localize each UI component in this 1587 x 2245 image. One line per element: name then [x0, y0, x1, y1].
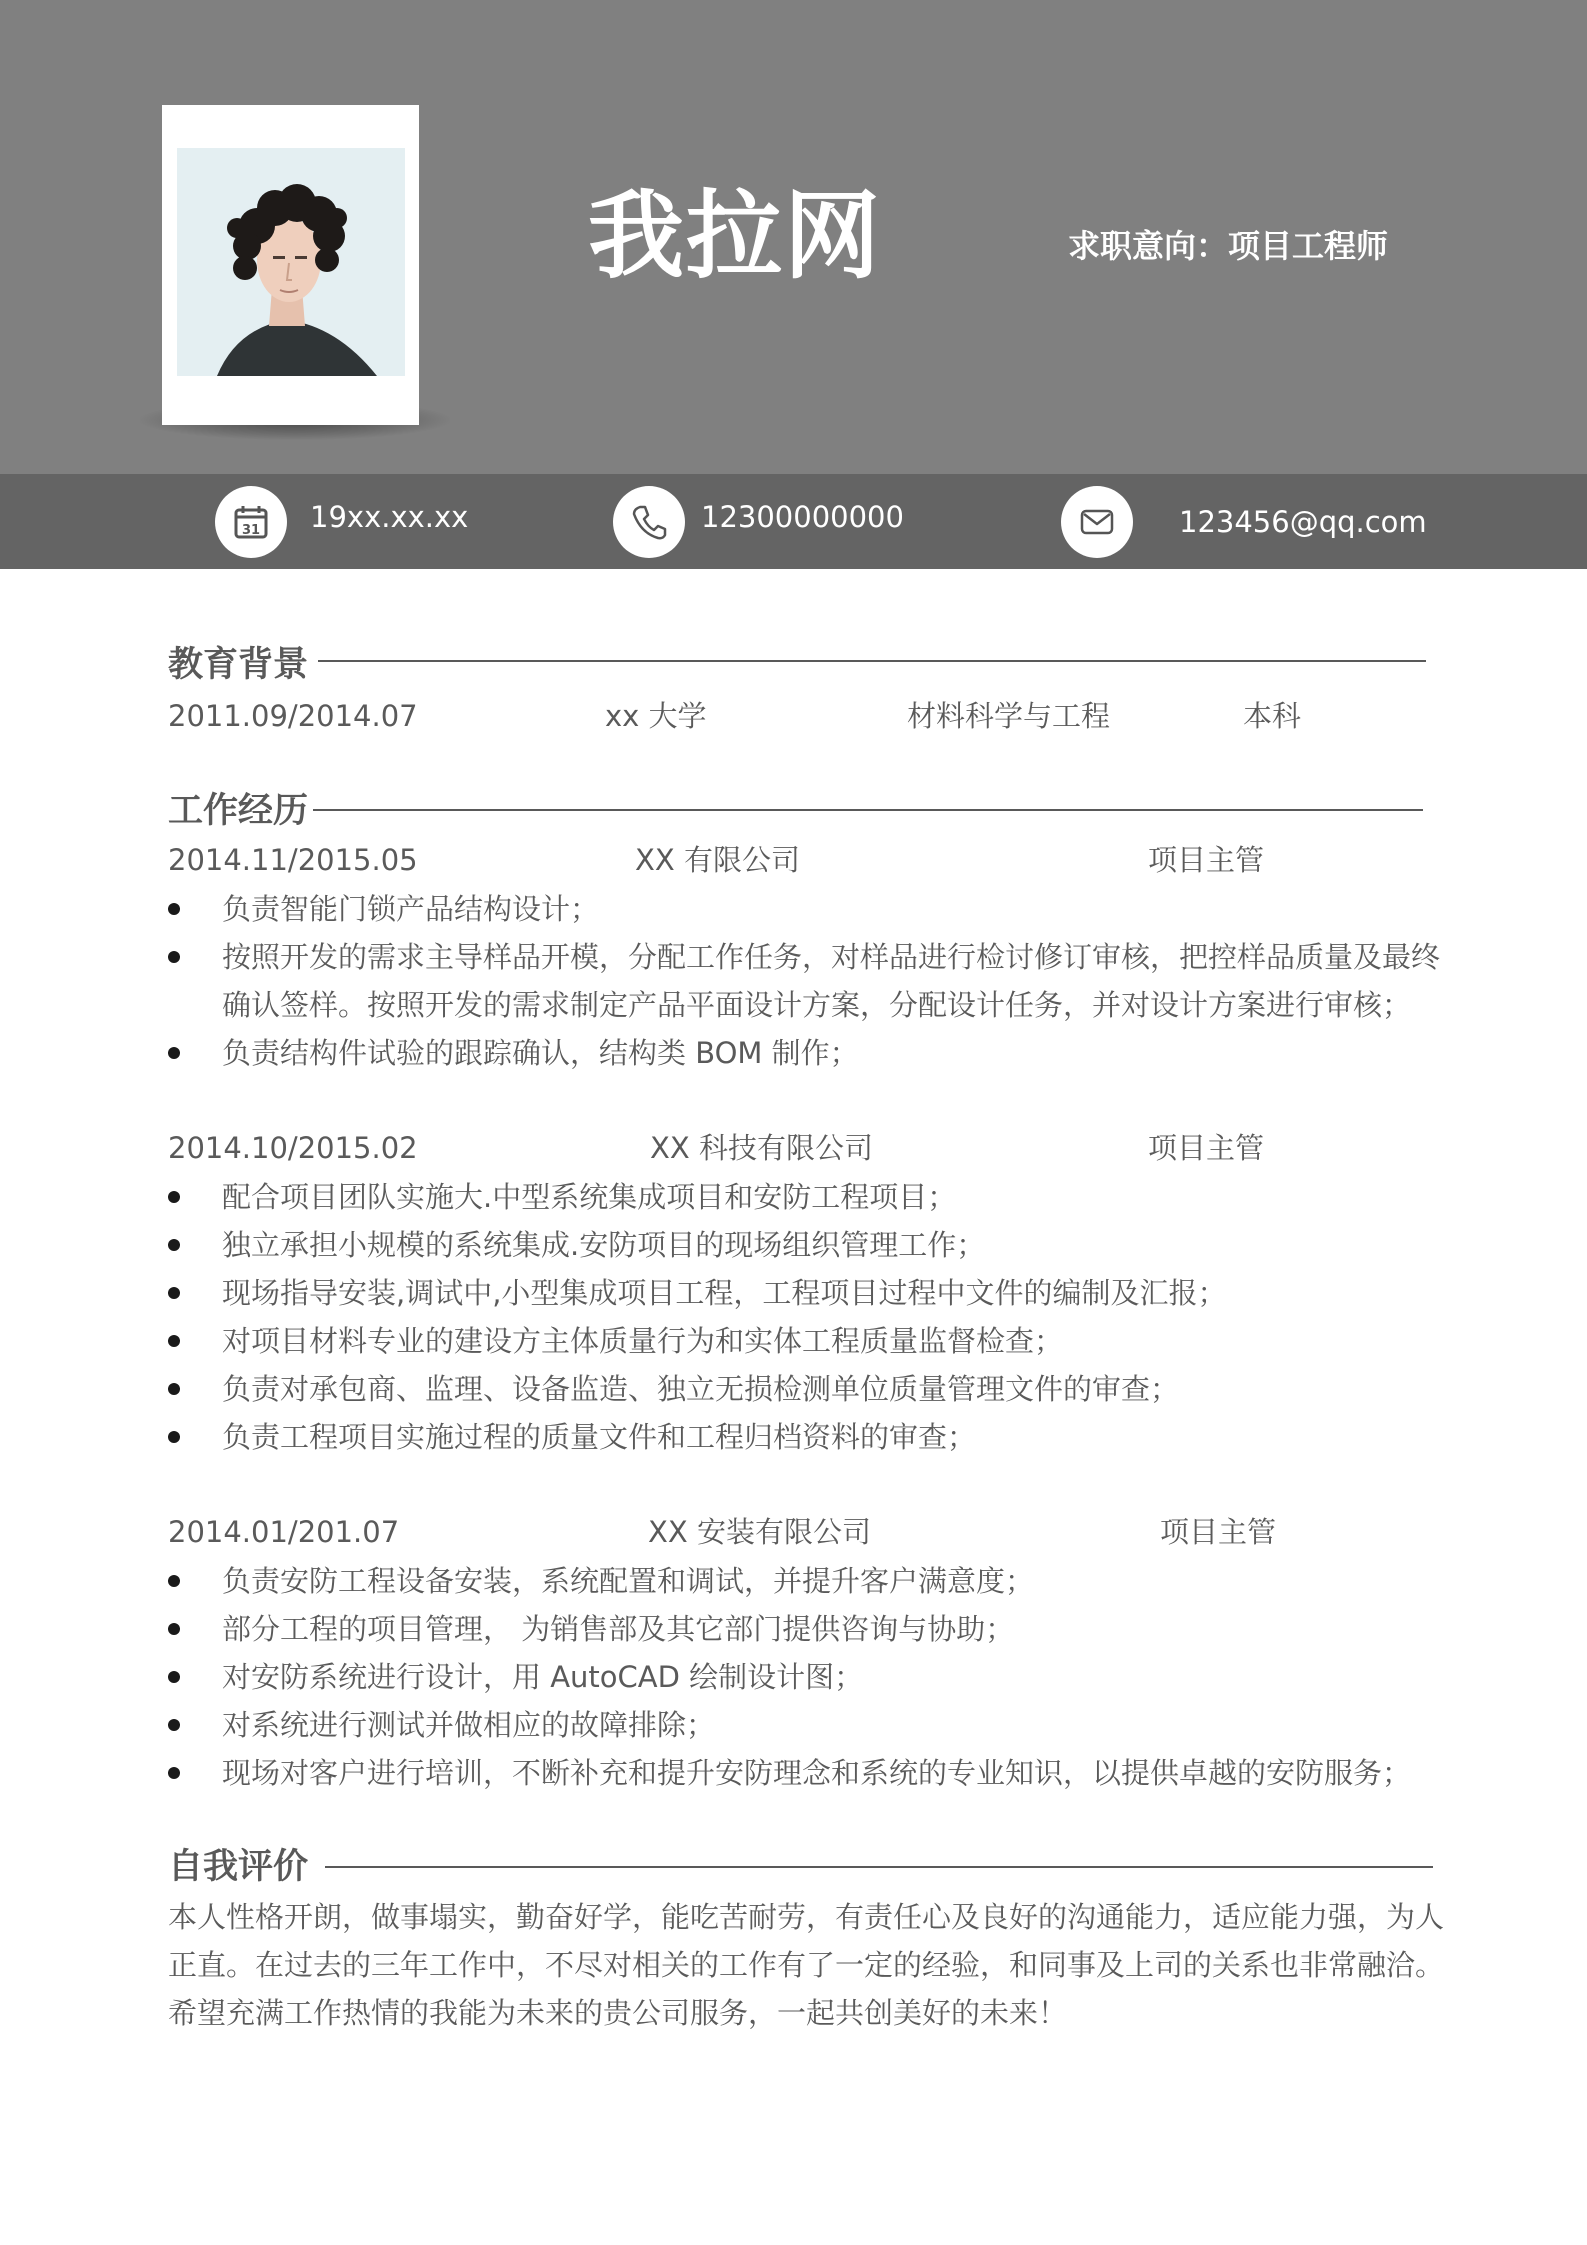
calendar-icon — [215, 486, 287, 558]
education-major: 材料科学与工程 — [907, 699, 1111, 733]
job-company: XX 科技有限公司 — [650, 1131, 873, 1165]
portrait-photo — [177, 148, 405, 376]
bullet-dot — [168, 1767, 180, 1779]
self-eval-title: 自我评价 — [168, 1847, 309, 1887]
duty-item: 部分工程的项目管理， 为销售部及其它部门提供咨询与协助； — [222, 1612, 1015, 1646]
job-position: 项目主管 — [1160, 1515, 1277, 1549]
bullet-dot — [168, 1383, 180, 1395]
bullet-dot — [168, 1287, 180, 1299]
phone-icon — [613, 486, 685, 558]
bullet-dot — [168, 1719, 180, 1731]
education-divider — [318, 660, 1426, 662]
duty-item: 现场对客户进行培训，不断补充和提升安防理念和系统的专业知识，以提供卓越的安防服务； — [222, 1756, 1412, 1790]
phone-number[interactable]: 12300000000 — [701, 500, 904, 534]
education-title: 教育背景 — [168, 645, 309, 685]
self-eval-line: 正直。在过去的三年工作中，不尽对相关的工作有了一定的经验，和同事及上司的关系也非常融洽。 — [168, 1948, 1445, 1982]
duty-item: 对系统进行测试并做相应的故障排除； — [222, 1708, 716, 1742]
bullet-dot — [168, 1191, 180, 1203]
self-eval-line: 希望充满工作热情的我能为未来的贵公司服务，一起共创美好的未来！ — [168, 1996, 1068, 2030]
self-eval-line: 本人性格开朗，做事塌实，勤奋好学，能吃苦耐劳，有责任心及良好的沟通能力，适应能力强，为人 — [168, 1900, 1445, 1934]
education-degree: 本科 — [1243, 699, 1302, 733]
bullet-dot — [168, 1623, 180, 1635]
duty-item: 按照开发的需求主导样品开模，分配工作任务，对样品进行检讨修订审核，把控样品质量及最终 — [222, 940, 1441, 974]
duty-item: 负责对承包商、监理、设备监造、独立无损检测单位质量管理文件的审查； — [222, 1372, 1180, 1406]
education-school: xx 大学 — [605, 699, 707, 733]
bullet-dot — [168, 1335, 180, 1347]
email-address[interactable]: 123456@qq.com — [1179, 505, 1427, 539]
duty-item: 负责智能门锁产品结构设计； — [222, 892, 600, 926]
duty-item: 对安防系统进行设计，用 AutoCAD 绘制设计图； — [222, 1660, 864, 1694]
duty-item: 对项目材料专业的建设方主体质量行为和实体工程质量监督检查； — [222, 1324, 1064, 1358]
duty-item: 负责工程项目实施过程的质量文件和工程归档资料的审查； — [222, 1420, 977, 1454]
duty-item: 负责安防工程设备安装，系统配置和调试，并提升客户满意度； — [222, 1564, 1035, 1598]
duty-item-continued: 确认签样。按照开发的需求制定产品平面设计方案，分配设计任务，并对设计方案进行审核； — [222, 988, 1412, 1022]
education-period: 2011.09/2014.07 — [168, 699, 418, 733]
job-position: 项目主管 — [1148, 843, 1265, 877]
job-period: 2014.11/2015.05 — [168, 843, 418, 877]
job-period: 2014.10/2015.02 — [168, 1131, 418, 1165]
duty-item: 负责结构件试验的跟踪确认，结构类 BOM 制作； — [222, 1036, 859, 1070]
bullet-dot — [168, 1431, 180, 1443]
bullet-dot — [168, 1239, 180, 1251]
duty-item: 现场指导安装,调试中,小型集成项目工程，工程项目过程中文件的编制及汇报； — [222, 1276, 1227, 1310]
job-company: XX 有限公司 — [635, 843, 800, 877]
job-period: 2014.01/201.07 — [168, 1515, 400, 1549]
bullet-dot — [168, 1575, 180, 1587]
work-title: 工作经历 — [168, 791, 309, 831]
bullet-dot — [168, 1047, 180, 1059]
candidate-name: 我拉网 — [588, 180, 882, 292]
duty-item: 配合项目团队实施大.中型系统集成项目和安防工程项目； — [222, 1180, 957, 1214]
job-position: 项目主管 — [1148, 1131, 1265, 1165]
envelope-icon — [1061, 486, 1133, 558]
svg-text:31: 31 — [241, 523, 261, 538]
work-divider — [313, 809, 1423, 811]
job-company: XX 安装有限公司 — [648, 1515, 871, 1549]
bullet-dot — [168, 1671, 180, 1683]
duty-item: 独立承担小规模的系统集成.安防项目的现场组织管理工作； — [222, 1228, 986, 1262]
birth-date: 19xx.xx.xx — [310, 500, 469, 534]
bullet-dot — [168, 951, 180, 963]
job-intent: 求职意向：项目工程师 — [1068, 227, 1389, 265]
self-eval-divider — [325, 1866, 1433, 1868]
bullet-dot — [168, 903, 180, 915]
